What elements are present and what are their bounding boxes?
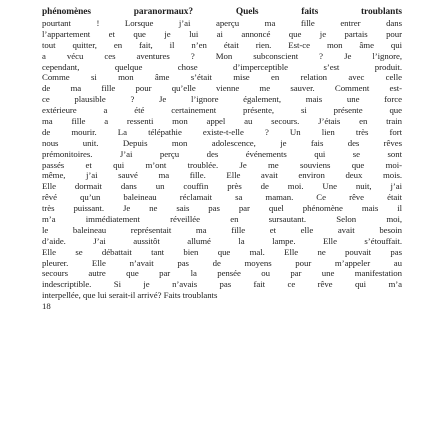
text-line-16: même, j’ai sauvé ma fille. Elle avait environ deux mois. xyxy=(42,170,402,181)
text-line-12: de mourir. La télépathie existe-t-elle ? Un lien très fort xyxy=(42,126,402,137)
text-line-7: Comme si mon âme s’était mise en relation avec celle xyxy=(42,72,402,83)
text-line-1: phénomènes paranormaux? Quels faits troublants xyxy=(42,7,402,17)
text-line-8: de ma fille pour qu’elle vienne me sauver. Comment est- xyxy=(42,83,402,94)
text-line-9: ce plausible ? Je l’ignore également, mais une force xyxy=(42,94,402,105)
text-line-18: rêvé qu’un baleineau réclamait sa maman. Ce rêve était xyxy=(42,192,402,203)
text-line-27: interpellée, que lui serait-il arrivé? Faits troublants xyxy=(42,290,218,301)
text-line-22: d’aide. J’ai aussitôt allumé la lampe. Elle s’étouffait. xyxy=(42,235,402,246)
text-line-23: Elle se débattait tant bien que mal. Elle ne pouvait pas xyxy=(42,246,402,257)
text-line-24: pleurer. Elle n’avait pas de moyens pour m’appeler au xyxy=(42,257,402,268)
text-line-20: m’a immédiatement réveillée en sursautant. Selon moi, xyxy=(42,214,402,225)
text-line-19: très puissant. Je ne sais pas par quel phénomène mais il xyxy=(42,203,402,214)
text-line-2: pourtant ! Lorsque j’ai aperçu ma fille entrer dans xyxy=(42,18,402,28)
text-line-26: indescriptible. Si je n’avais pas fait ce rêve qui m’a xyxy=(42,279,402,290)
text-line-6: cependant, quelque chose d’imperceptible s’est produit. xyxy=(42,61,402,72)
text-line-3: l’appartement et que je lui ai annoncé que je partais pour xyxy=(42,28,402,39)
text-line-5: a vécu ces aventures ? Mon subconscient ? Je l’ignore, xyxy=(42,50,402,61)
page-number: 18 xyxy=(42,301,51,312)
document-page xyxy=(42,6,402,428)
text-line-21: le baleineau représentait ma fille et elle avait besoin xyxy=(42,224,402,235)
text-line-17: Elle dormait dans un couffin près de moi. Une nuit, j’ai xyxy=(42,181,402,192)
text-line-14: prémonitoires. J’ai perçu des événements qui se sont xyxy=(42,148,402,159)
text-line-25: secours autre que par la pensée ou par une manifestation xyxy=(42,268,402,279)
text-line-13: nous unit. Depuis mon adolescence, je fais des rêves xyxy=(42,137,402,148)
text-line-10: extérieure a été certainement présente, si présente que xyxy=(42,105,402,116)
text-line-4: tout quitter, en fait, il n’en était rien. Est-ce mon âme qui xyxy=(42,39,402,50)
text-line-15: passés et qui m’ont troublée. Je me souviens que moi- xyxy=(42,159,402,170)
text-line-11: ma fille a ressenti mon appel au secours. J’étais en train xyxy=(42,116,402,127)
